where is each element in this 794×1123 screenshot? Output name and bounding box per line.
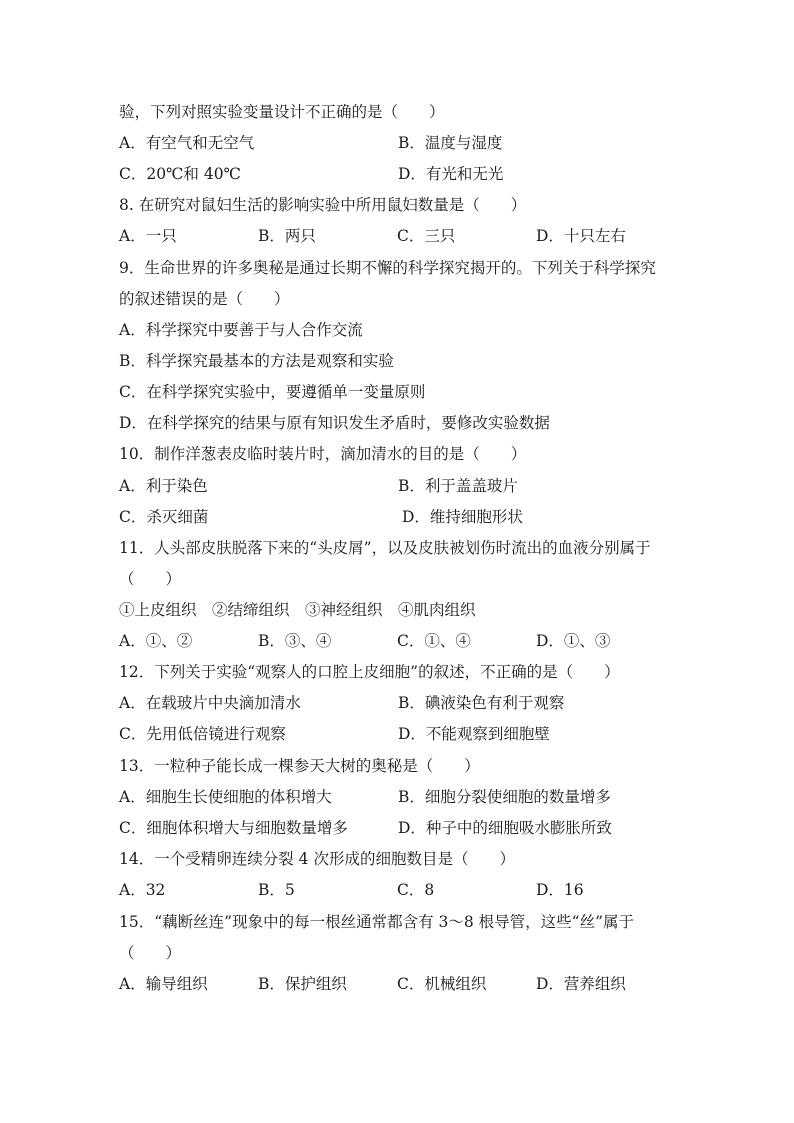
- question-text: 验，下列对照实验变量设计不正确的是（ ）: [119, 103, 445, 121]
- question-text: 15．“藕断丝连”现象中的每一根丝通常都含有 3～8 根导管，这些“丝”属于: [119, 913, 634, 931]
- question-text: 12．下列关于实验“观察人的口腔上皮细胞”的叙述，不正确的是（ ）: [119, 663, 620, 681]
- question-text: C．在科学探究实验中，要遵循单一变量原则: [119, 383, 426, 401]
- answer-option: D．有光和无光: [398, 165, 504, 183]
- answer-option: D．维持细胞形状: [402, 508, 523, 526]
- answer-option: A．①、②: [119, 632, 193, 650]
- answer-option: D．不能观察到细胞壁: [398, 725, 550, 743]
- answer-option: A．32: [119, 881, 166, 899]
- answer-option: C．机械组织: [397, 975, 487, 993]
- answer-option: D．①、③: [536, 632, 611, 650]
- question-text: B．科学探究最基本的方法是观察和实验: [119, 352, 394, 370]
- question-text: 的叙述错误的是（ ）: [119, 290, 290, 308]
- question-text: 13．一粒种子能长成一棵参天大树的奥秘是（ ）: [119, 757, 480, 775]
- answer-option: D．营养组织: [536, 975, 626, 993]
- question-text: （ ）: [119, 570, 182, 588]
- question-text: （ ）: [119, 944, 182, 962]
- answer-option: A．在载玻片中央滴加清水: [119, 694, 301, 712]
- answer-option: B．温度与湿度: [398, 134, 503, 152]
- answer-option: C．20℃和 40℃: [119, 165, 241, 183]
- answer-option: C．杀灭细菌: [119, 508, 209, 526]
- answer-option: C．细胞体积增大与细胞数量增多: [119, 819, 348, 837]
- question-text: A．科学探究中要善于与人合作交流: [119, 321, 363, 339]
- answer-option: A．细胞生长使细胞的体积增大: [119, 788, 332, 806]
- answer-option: C．先用低倍镜进行观察: [119, 725, 286, 743]
- answer-option: B．两只: [258, 227, 316, 245]
- answer-option: D．16: [536, 881, 584, 899]
- question-text: 9．生命世界的许多奥秘是通过长期不懈的科学探究揭开的。下列关于科学探究: [119, 259, 656, 277]
- question-text: 10．制作洋葱表皮临时装片时，滴加清水的目的是（ ）: [119, 445, 527, 463]
- question-text: D．在科学探究的结果与原有知识发生矛盾时，要修改实验数据: [119, 414, 550, 432]
- answer-option: A．输导组织: [119, 975, 208, 993]
- answer-option: A．有空气和无空气: [119, 134, 255, 152]
- answer-option: B．保护组织: [258, 975, 347, 993]
- question-text: 11．人头部皮肤脱落下来的“头皮屑”，以及皮肤被划伤时流出的血液分别属于: [119, 539, 651, 557]
- answer-option: B．③、④: [258, 632, 332, 650]
- answer-option: D．十只左右: [536, 227, 626, 245]
- answer-option: C．①、④: [397, 632, 471, 650]
- answer-option: A．利于染色: [119, 477, 208, 495]
- answer-option: C．三只: [397, 227, 456, 245]
- question-text: 8. 在研究对鼠妇生活的影响实验中所用鼠妇数量是（ ）: [119, 196, 527, 214]
- answer-option: B．利于盖盖玻片: [398, 477, 518, 495]
- answer-option: B．5: [258, 881, 295, 899]
- answer-option: B．细胞分裂使细胞的数量增多: [398, 788, 611, 806]
- question-text: 14．一个受精卵连续分裂 4 次形成的细胞数目是（ ）: [119, 850, 515, 868]
- answer-option: D．种子中的细胞吸水膨胀所致: [398, 819, 612, 837]
- answer-option: B．碘液染色有利于观察: [398, 694, 565, 712]
- answer-option: A．一只: [119, 227, 177, 245]
- question-text: ①上皮组织 ②结缔组织 ③神经组织 ④肌肉组织: [119, 601, 476, 619]
- answer-option: C．8: [397, 881, 435, 899]
